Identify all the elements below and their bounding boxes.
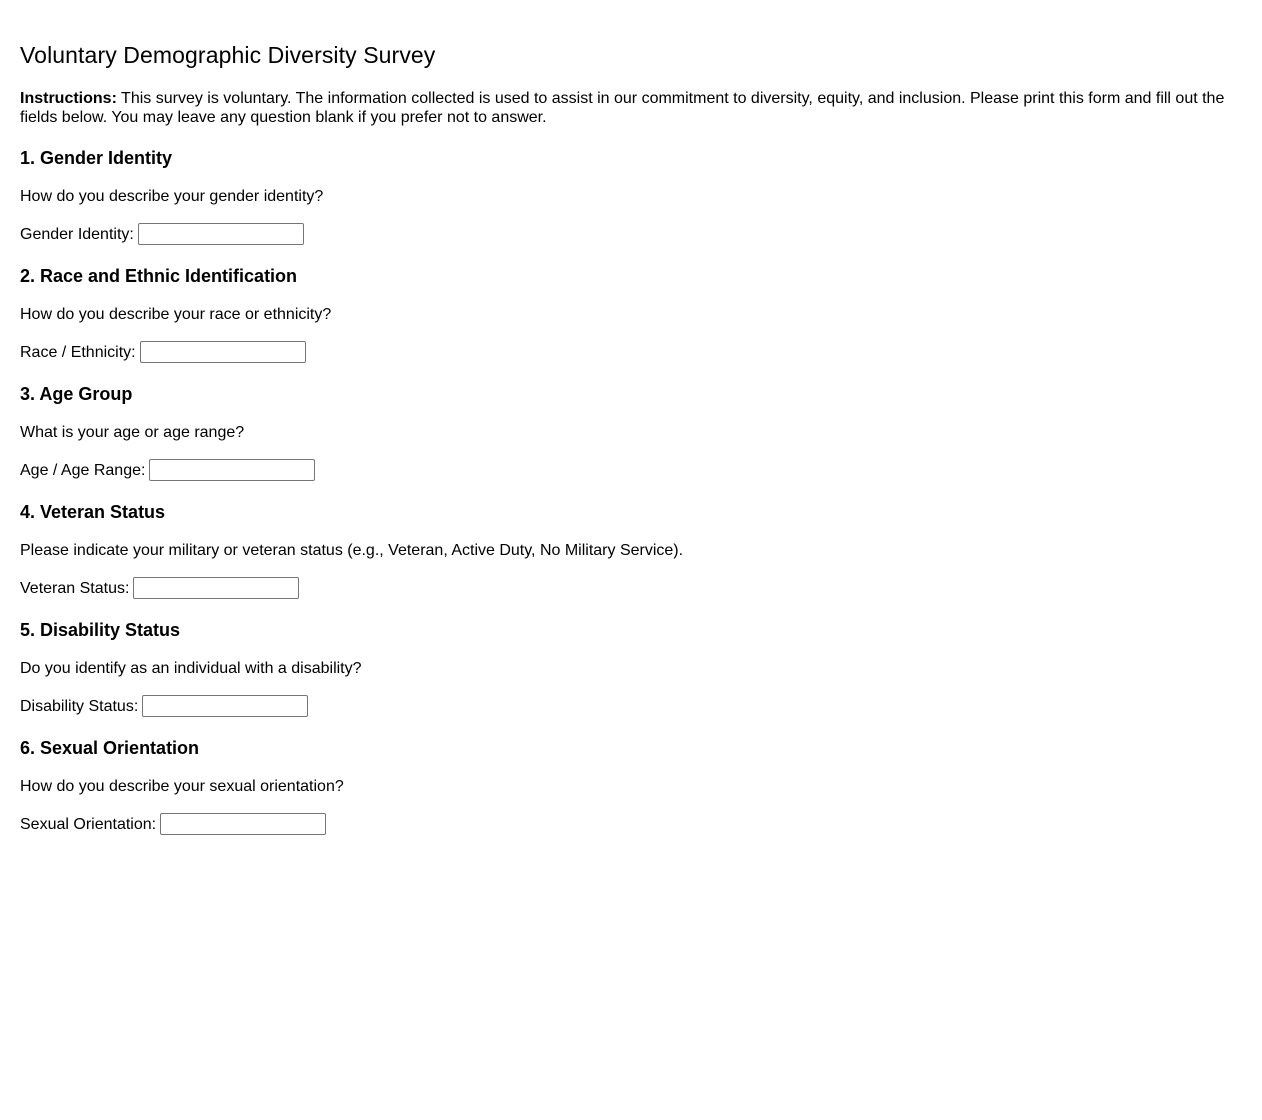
field-row (20, 577, 1242, 599)
field-row (20, 459, 1242, 481)
disability-status-input[interactable] (142, 695, 308, 717)
section-heading: 5. Disability Status (20, 620, 181, 640)
section-question: What is your age or age range? (20, 424, 245, 441)
section-heading: 4. Veteran Status (20, 502, 166, 522)
field-row (20, 695, 1242, 717)
section-heading: 2. Race and Ethnic Identification (20, 266, 298, 286)
section-race-ethnicity (20, 265, 1242, 363)
section-heading: 3. Age Group (20, 384, 133, 404)
race-ethnicity-input[interactable] (140, 341, 306, 363)
age-range-label: Age / Age Range: (20, 461, 146, 479)
section-question: Please indicate your military or veteran status (e.g., Veteran, Active Duty, No Military Service). (20, 542, 684, 559)
race-ethnicity-label: Race / Ethnicity: (20, 343, 136, 361)
disability-status-label: Disability Status: (20, 697, 139, 715)
sexual-orientation-label: Sexual Orientation: (20, 815, 157, 833)
section-gender-identity (20, 147, 1242, 245)
section-heading: 6. Sexual Orientation (20, 738, 200, 758)
section-heading: 1. Gender Identity (20, 148, 173, 168)
instructions (20, 89, 1242, 127)
veteran-status-input[interactable] (133, 577, 299, 599)
instructions-text: This survey is voluntary. The information collected is used to assist in our commitment to diversity, equity, and inclusion. Please print this form and fill out the fields below. You may leave any question blank if you prefer not to answer. (20, 90, 1225, 126)
veteran-status-label: Veteran Status: (20, 579, 130, 597)
sexual-orientation-input[interactable] (160, 813, 326, 835)
instructions-lead: Instructions: (20, 90, 117, 107)
gender-identity-label: Gender Identity: (20, 225, 134, 243)
section-veteran-status (20, 501, 1242, 599)
section-question: How do you describe your race or ethnicity? (20, 306, 332, 323)
section-age-group (20, 383, 1242, 481)
page-title: Voluntary Demographic Diversity Survey (20, 42, 436, 68)
gender-identity-input[interactable] (138, 223, 304, 245)
field-row (20, 223, 1242, 245)
field-row (20, 813, 1242, 835)
field-row (20, 341, 1242, 363)
section-question: How do you describe your gender identity? (20, 188, 324, 205)
section-sexual-orientation (20, 737, 1242, 835)
section-question: How do you describe your sexual orientation? (20, 778, 344, 795)
section-disability-status (20, 619, 1242, 717)
age-range-input[interactable] (149, 459, 315, 481)
section-question: Do you identify as an individual with a disability? (20, 660, 362, 677)
